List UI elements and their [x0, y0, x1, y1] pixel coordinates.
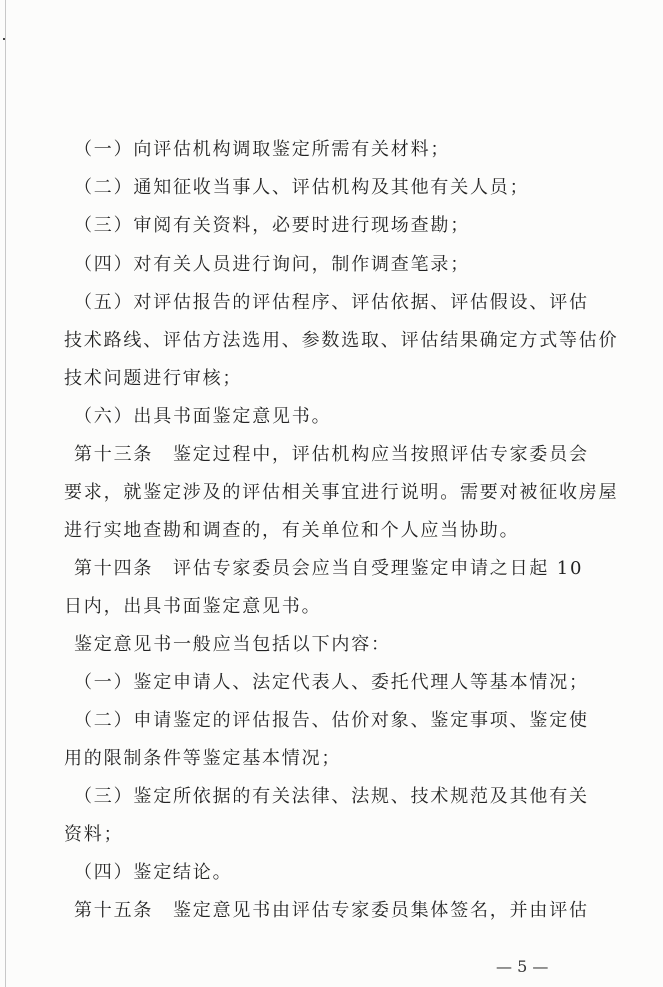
text-line: 第十五条 鉴定意见书由评估专家委员集体签名，并由评估 [74, 900, 589, 921]
text-line: （四）对有关人员进行询问，制作调查笔录； [74, 254, 470, 275]
text-line: （三）审阅有关资料，必要时进行现场查勘； [74, 215, 470, 236]
text-line: （三）鉴定所依据的有关法律、法规、技术规范及其他有关 [74, 786, 589, 807]
scan-edge-line [5, 0, 6, 987]
text-line: 要求，就鉴定涉及的评估相关事宜进行说明。需要对被征收房屋 [64, 482, 619, 503]
text-line: 第十三条 鉴定过程中，评估机构应当按照评估专家委员会 [74, 444, 589, 465]
text-line: （二）申请鉴定的评估报告、估价对象、鉴定事项、鉴定使 [74, 710, 589, 731]
text-line: 用的限制条件等鉴定基本情况； [64, 748, 342, 769]
text-line: 第十四条 评估专家委员会应当自受理鉴定申请之日起 10 [74, 558, 584, 579]
text-line: 日内，出具书面鉴定意见书。 [64, 596, 322, 617]
text-line: （四）鉴定结论。 [74, 862, 233, 883]
text-line: 技术路线、评估方法选用、参数选取、评估结果确定方式等估价 [64, 330, 619, 351]
text-line: 技术问题进行审核； [64, 368, 243, 389]
text-line: （二）通知征收当事人、评估机构及其他有关人员； [74, 177, 530, 198]
scan-dot [3, 38, 5, 40]
text-line: （一）向评估机构调取鉴定所需有关材料； [74, 139, 451, 160]
text-line: 资料； [64, 824, 124, 845]
text-line: （六）出具书面鉴定意见书。 [74, 406, 332, 427]
page-number: — 5 — [496, 957, 549, 976]
text-line: （一）鉴定申请人、法定代表人、委托代理人等基本情况； [74, 672, 589, 693]
text-line: 鉴定意见书一般应当包括以下内容： [74, 634, 391, 655]
text-line: （五）对评估报告的评估程序、评估依据、评估假设、评估 [74, 292, 589, 313]
text-line: 进行实地查勘和调查的，有关单位和个人应当协助。 [64, 520, 520, 541]
